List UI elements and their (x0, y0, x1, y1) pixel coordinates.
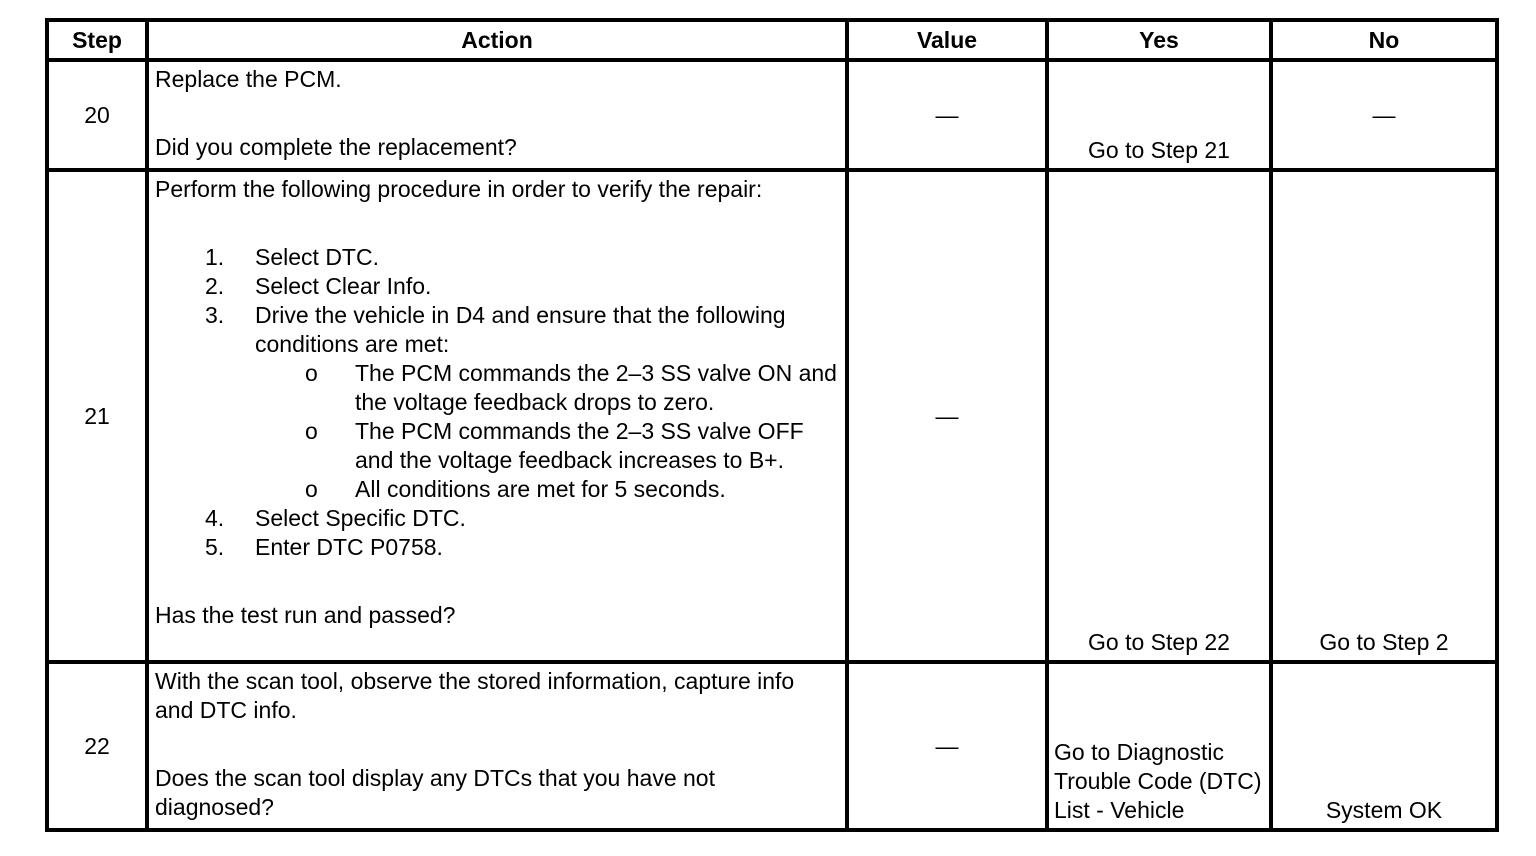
header-action: Action (147, 20, 847, 60)
step-number: 21 (47, 170, 147, 662)
no-result: System OK (1325, 797, 1443, 823)
table-row-step-22 (47, 662, 1497, 830)
condition-item: o The PCM commands the 2–3 SS valve ON and the voltage feedback drops to zero. (305, 360, 837, 415)
no-link[interactable]: Go to Step 2 (1319, 629, 1449, 655)
diagnostic-procedure-table (45, 18, 1499, 832)
action-cell (147, 170, 847, 662)
step-number: 20 (47, 60, 147, 170)
list-item: 4. Select Specific DTC. (205, 505, 466, 531)
no-cell (1271, 60, 1497, 170)
table-row-step-21 (47, 170, 1497, 662)
header-row (47, 20, 1497, 60)
list-item: 3. Drive the vehicle in D4 and ensure that the following conditions are met: o The PCM commands the 2–3 SS valve ON and the voltage feedback drops to zero. o The PCM commands the 2–3 SS valve OFF and the voltage feedback increases to B+. o All conditions are met for 5 seconds. (205, 302, 837, 502)
yes-cell (1047, 662, 1271, 830)
no-cell (1271, 170, 1497, 662)
value-cell: — (847, 170, 1047, 662)
yes-link[interactable]: Go to Diagnostic Trouble Code (DTC) List - Vehicle (1054, 739, 1262, 823)
action-cell (147, 662, 847, 830)
procedure-list (155, 243, 837, 562)
action-question: Has the test run and passed? (155, 602, 456, 628)
no-value: — (1372, 101, 1396, 128)
action-cell (147, 60, 847, 170)
list-item: 1. Select DTC. (205, 244, 379, 270)
action-intro: With the scan tool, observe the stored information, capture info and DTC info. (155, 668, 795, 723)
condition-item: o All conditions are met for 5 seconds. (305, 476, 726, 502)
step-number: 22 (47, 662, 147, 830)
yes-cell (1047, 60, 1271, 170)
action-question: Did you complete the replacement? (155, 134, 517, 160)
header-yes: Yes (1047, 20, 1271, 60)
value-cell: — (847, 60, 1047, 170)
header-no: No (1271, 20, 1497, 60)
no-cell (1271, 662, 1497, 830)
yes-link[interactable]: Go to Step 22 (1088, 629, 1230, 655)
list-item: 5. Enter DTC P0758. (205, 534, 443, 560)
table-row-step-20 (47, 60, 1497, 170)
condition-list (255, 359, 837, 504)
header-value: Value (847, 20, 1047, 60)
condition-item: o The PCM commands the 2–3 SS valve OFF and the voltage feedback increases to B+. (305, 418, 804, 473)
list-item: 2. Select Clear Info. (205, 273, 432, 299)
action-intro: Perform the following procedure in order to verify the repair: (155, 176, 763, 202)
yes-cell (1047, 170, 1271, 662)
value-cell: — (847, 662, 1047, 830)
header-step: Step (47, 20, 147, 60)
action-question: Does the scan tool display any DTCs that you have not diagnosed? (155, 765, 715, 820)
action-intro: Replace the PCM. (155, 66, 342, 92)
yes-link[interactable]: Go to Step 21 (1088, 137, 1230, 163)
